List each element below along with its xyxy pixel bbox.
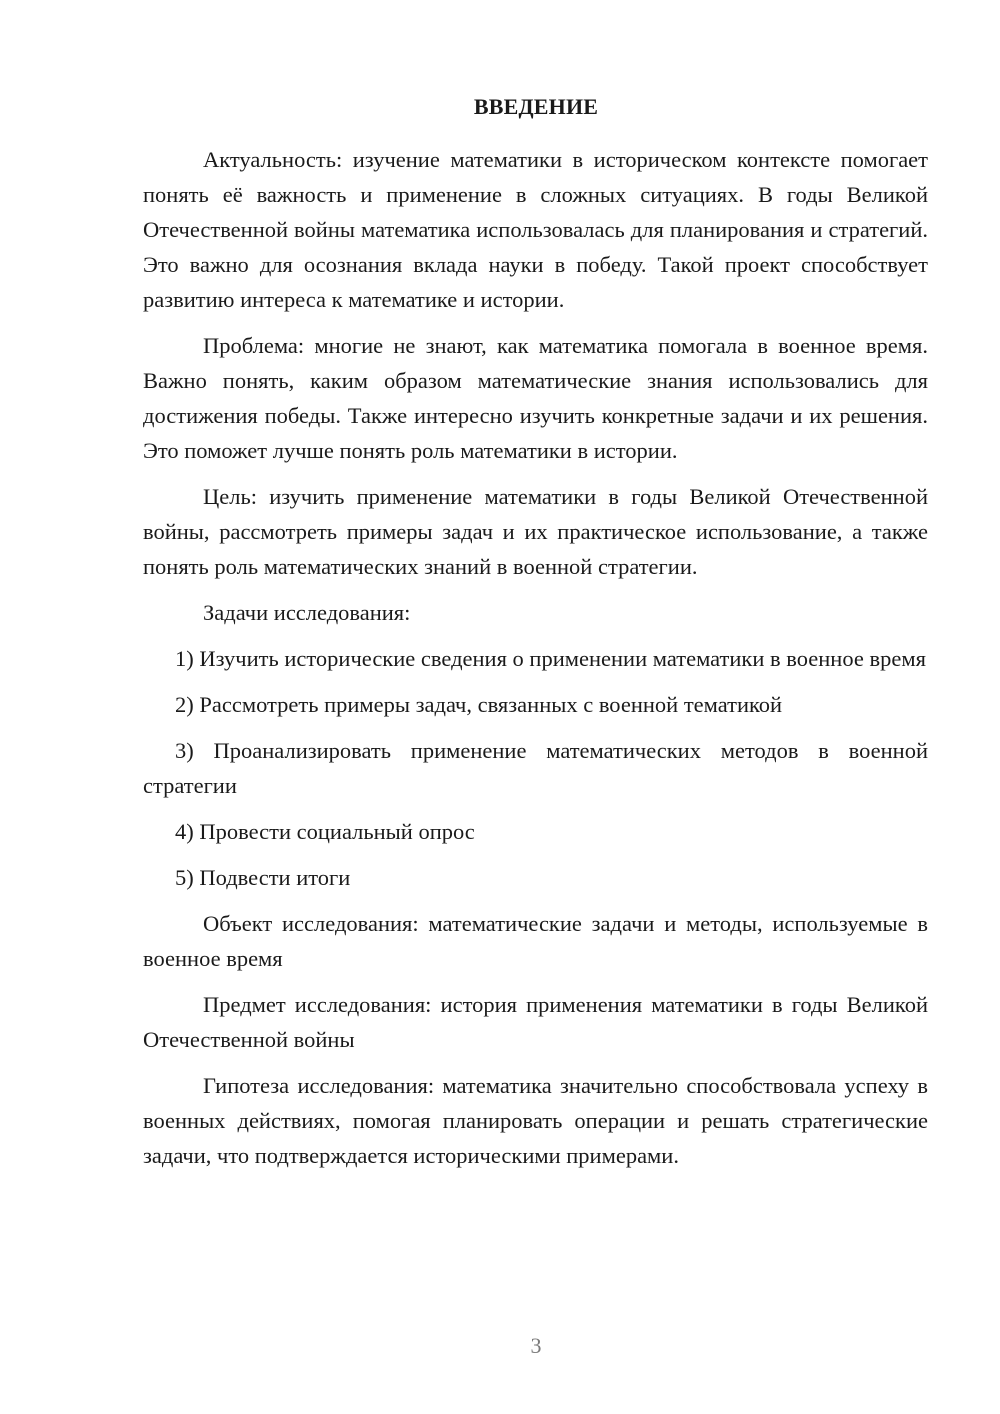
list-item: 5) Подвести итоги: [175, 865, 351, 890]
tasks-heading: Задачи исследования:: [203, 600, 411, 625]
paragraph-object: Объект исследования: математические задачи и методы, используемые в военное время: [143, 911, 928, 971]
list-item: 1) Изучить исторические сведения о применении математики в военное время: [175, 646, 926, 671]
document-body: [143, 142, 928, 1173]
page-title: ВВЕДЕНИЕ: [473, 94, 599, 119]
list-item: 4) Провести социальный опрос: [175, 819, 475, 844]
page-number: 3: [530, 1333, 542, 1358]
paragraph-goal: Цель: изучить применение математики в годы Великой Отечественной войны, рассмотреть примеры задач и их практическое использование, а также понять роль математических знаний в военной стратегии.: [143, 484, 928, 579]
paragraph-problem: Проблема: многие не знают, как математика помогала в военное время. Важно понять, каким образом математические знания использовались для достижения победы. Также интересно изучить конкретные задачи и их решения. Это поможет лучше понять роль математики в истории.: [143, 333, 928, 463]
list-item: 2) Рассмотреть примеры задач, связанных с военной тематикой: [175, 692, 783, 717]
paragraph-hypothesis: Гипотеза исследования: математика значительно способствовала успеху в военных действиях, помогая планировать операции и решать стратегические задачи, что подтверждается историческими примерами.: [143, 1073, 928, 1168]
paragraph-relevance: Актуальность: изучение математики в историческом контексте помогает понять её важность и применение в сложных ситуациях. В годы Великой Отечественной войны математика использовалась для планирования и стратегий. Это важно для осознания вклада науки в победу. Такой проект способствует развитию интереса к математике и истории.: [143, 147, 928, 312]
list-item: 3) Проанализировать применение математических методов в военной стратегии: [143, 738, 928, 798]
paragraph-subject: Предмет исследования: история применения математики в годы Великой Отечественной войны: [143, 992, 928, 1052]
